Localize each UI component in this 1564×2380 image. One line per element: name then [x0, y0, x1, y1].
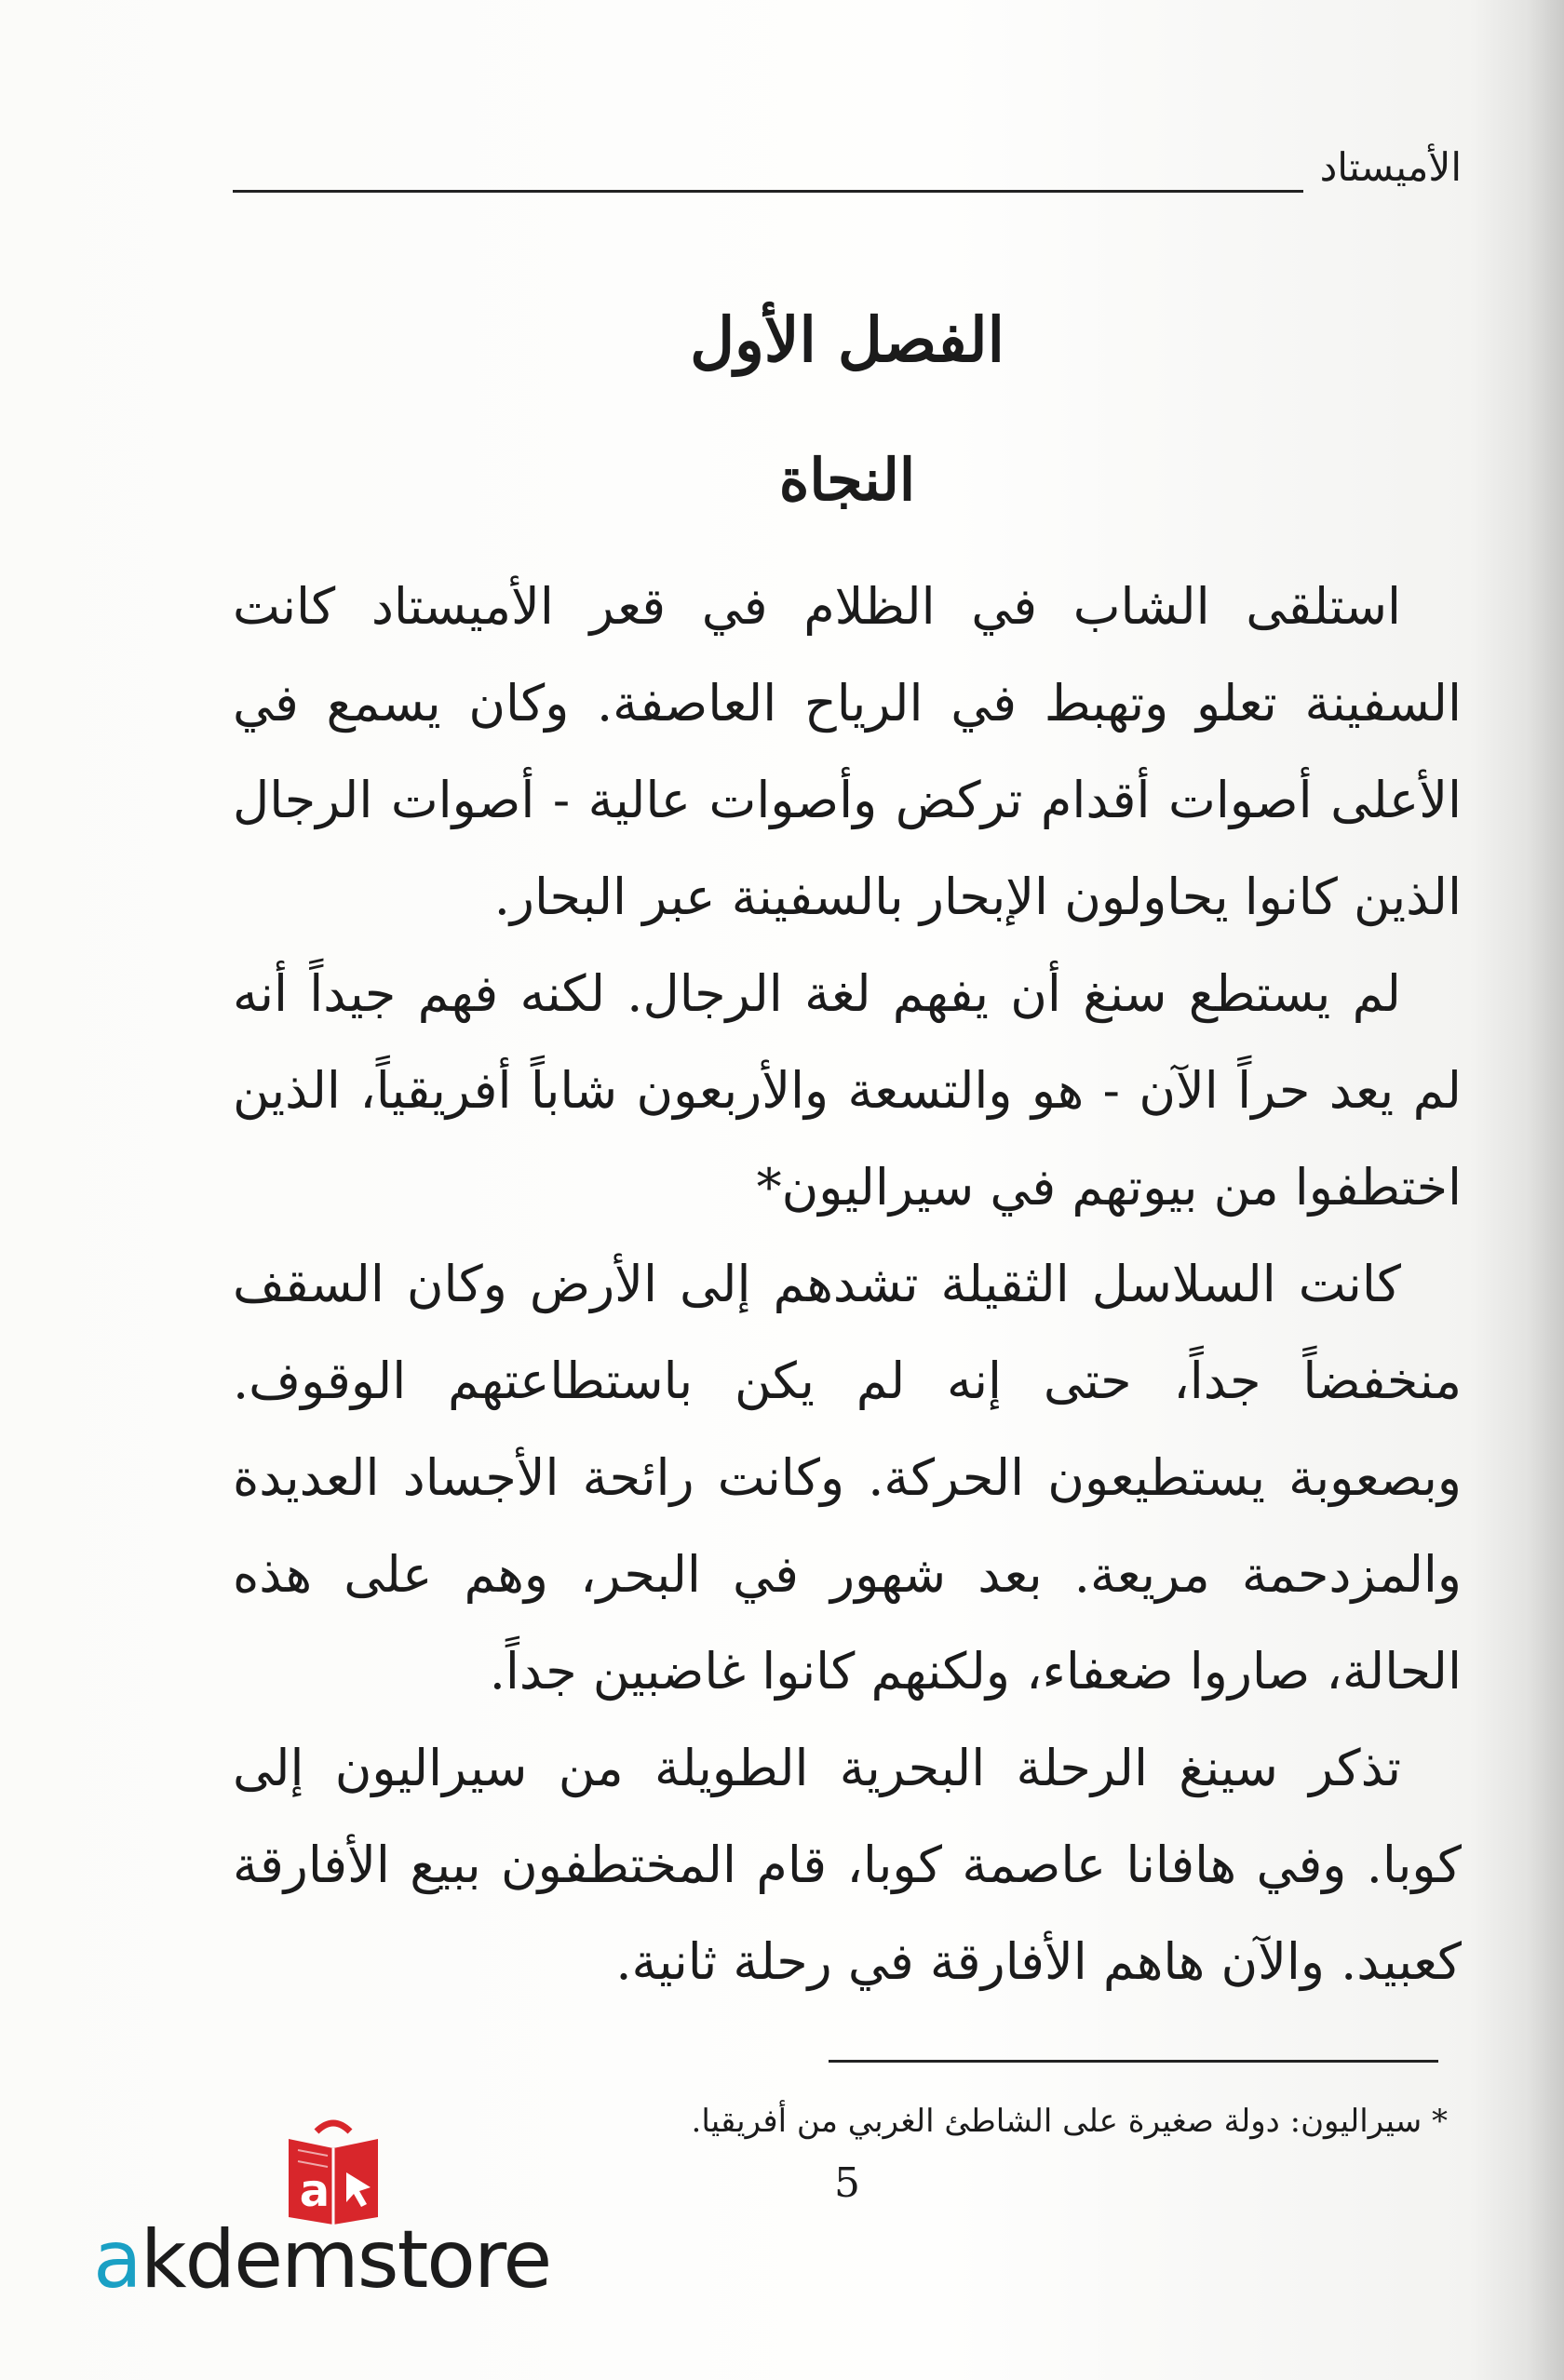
body-text — [233, 558, 1462, 2010]
header-rule — [233, 190, 1303, 193]
running-header-title: الأميستاد — [1319, 144, 1462, 190]
paragraph-2: لم يستطع سنغ أن يفهم لغة الرجال. لكنه فهم جيداً أنه لم يعد حراً الآن - هو والتسعة والأربعون شاباً أفريقياً، الذين اختطفوا من بيوتهم في سيراليون* — [233, 964, 1463, 1217]
footnote-rule — [829, 2060, 1438, 2063]
running-header — [233, 140, 1462, 205]
page-number: 5 — [834, 2159, 860, 2207]
paragraph-1: استلقى الشاب في الظلام في قعر الأميستاد كانت السفينة تعلو وتهبط في الرياح العاصفة. وكان يسمع في الأعلى أصوات أقدام تركض وأصوات عالية - أصوات الرجال الذين كانوا يحاولون الإبحار بالسفينة عبر البحار. — [233, 577, 1462, 926]
logo-icon-letter: a — [299, 2165, 330, 2217]
logo-wordmark-prefix: a — [93, 2213, 141, 2306]
store-watermark-logo — [93, 2113, 596, 2306]
book-cart-icon — [277, 2113, 389, 2225]
section-title: النجاة — [778, 446, 916, 514]
logo-wordmark — [93, 2215, 596, 2305]
footnote: * سيراليون: دولة صغيرة على الشاطئ الغربي من أفريقيا. — [691, 2103, 1448, 2140]
logo-wordmark-rest: kdemstore — [140, 2213, 551, 2306]
paragraph-3: كانت السلاسل الثقيلة تشدهم إلى الأرض وكان السقف منخفضاً جداً، حتى إنه لم يكن باستطاعتهم الوقوف. وبصعوبة يستطيعون الحركة. وكانت رائحة الأجساد العديدة والمزدحمة مريعة. بعد شهور في البحر، وهم على هذه الحالة، صاروا ضعفاء، ولكنهم كانوا غاضبين جداً. — [233, 1255, 1462, 1701]
chapter-title: الفصل الأول — [690, 303, 1004, 376]
spine-shadow — [1527, 0, 1564, 2380]
paragraph-4: تذكر سينغ الرحلة البحرية الطويلة من سيراليون إلى كوبا. وفي هافانا عاصمة كوبا، قام المختطفون ببيع الأفارقة كعبيد. والآن هاهم الأفارقة في رحلة ثانية. — [233, 1739, 1462, 1991]
